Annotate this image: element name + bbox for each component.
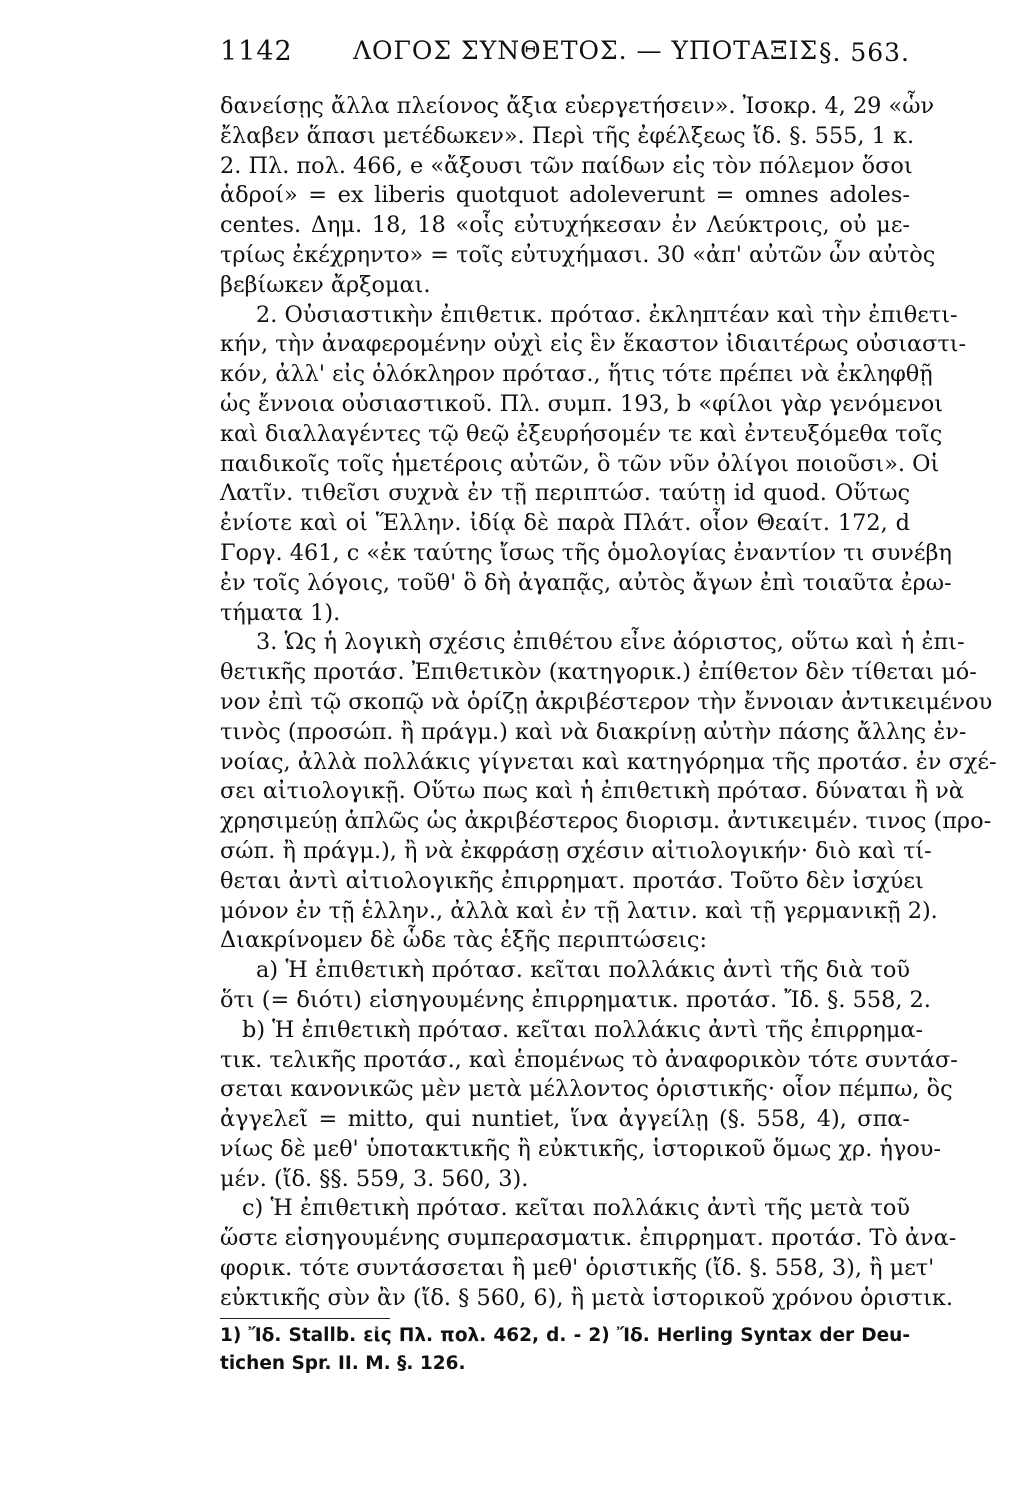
footnotes (220, 1322, 910, 1378)
footnote-line: 1) Ἴδ. Stallb. εἰς Πλ. πολ. 462, d. - 2) Ἴδ. Herling Syntax der Deu- (220, 1325, 910, 1346)
section-reference: §. 563. (818, 38, 910, 67)
text-line: βεβίωκεν ἄρξομαι. (220, 271, 431, 298)
text-line: ἐν τοῖς λόγοις, τοῦθ' ὃ δὴ ἀγαπᾷς, αὐτὸς ἄγων ἐπὶ τοιαῦτα ἐρω- (220, 569, 952, 596)
text-line: θετικῆς προτάσ. Ἐπιθετικὸν (κατηγορικ.) ἐπίθετον δὲν τίθεται μό- (220, 659, 977, 686)
text-line: centes. Δημ. 18, 18 «οἷς εὐτυχήκεσαν ἐν Λεύκτροις, οὐ με- (220, 212, 910, 239)
text-line: ὅτι (= διότι) εἰσηγουμένης ἐπιρρηματικ. προτάσ. Ἴδ. §. 558, 2. (220, 986, 931, 1013)
text-line: ἁδροί» = ex liberis quotquot adoleverunt = omnes adoles- (220, 182, 910, 209)
page-header (220, 30, 910, 80)
text-line: φορικ. τότε συντάσσεται ἢ μεθ' ὁριστικῆς (ἴδ. §. 558, 3), ἢ μετ' (220, 1255, 935, 1282)
case-c-start: c) Ἡ ἐπιθετικὴ πρότασ. κεῖται πολλάκις ἀντὶ τῆς μετὰ τοῦ (242, 1195, 910, 1222)
text-line: δανείσῃς ἄλλα πλείονος ἄξια εὐεργετήσειν». Ἰσοκρ. 4, 29 «ὧν (220, 93, 935, 119)
text-line: νον ἐπὶ τῷ σκοπῷ νὰ ὁρίζῃ ἀκριβέστερον τὴν ἔννοιαν ἀντικειμένου (220, 688, 993, 715)
text-line: νοίας, ἀλλὰ πολλάκις γίγνεται καὶ κατηγόρημα τῆς προτάσ. ἐν σχέ- (220, 748, 997, 775)
text-line: μόνον ἐν τῇ ἑλλην., ἀλλὰ καὶ ἐν τῇ λατιν. καὶ τῇ γερμανικῇ 2). (220, 897, 938, 924)
text-line: νίως δὲ μεθ' ὑποτακτικῆς ἢ εὐκτικῆς, ἱστορικοῦ ὅμως χρ. ἡγου- (220, 1135, 941, 1162)
text-line: ἔλαβεν ἅπασι μετέδωκεν». Περὶ τῆς ἐφέλξεως ἴδ. §. 555, 1 κ. (220, 122, 915, 149)
footnote-line: tichen Spr. II. M. §. 126. (220, 1353, 466, 1374)
paragraph-3-start: 3. Ὡς ἡ λογικὴ σχέσις ἐπιθέτου εἶνε ἀόριστος, οὕτω καὶ ἡ ἐπι- (256, 629, 965, 656)
text-line: χρησιμεύῃ ἁπλῶς ὡς ἀκριβέστερος διορισμ. ἀντικειμέν. τινος (προ- (220, 808, 992, 835)
text-line: ὥστε εἰσηγουμένης συμπερασματικ. ἐπιρρηματ. προτάσ. Τὸ ἀνα- (220, 1225, 957, 1252)
case-b-start: b) Ἡ ἐπιθετικὴ πρότασ. κεῖται πολλάκις ἀντὶ τῆς ἐπιρρημα- (242, 1016, 924, 1043)
text-line: Λατῖν. τιθεῖσι συχνὰ ἐν τῇ περιπτώσ. ταύτῃ id quod. Οὕτως (220, 480, 910, 507)
text-line: τήματα 1). (220, 599, 341, 626)
text-line: σεται κανονικῶς μὲν μετὰ μέλλοντος ὁριστικῆς· οἷον πέμπω, ὃς (220, 1076, 953, 1103)
text-line: Γοργ. 461, c «ἐκ ταύτης ἴσως τῆς ὁμολογίας ἐναντίον τι συνέβη (220, 539, 952, 566)
text-line: ἀγγελεῖ = mitto, qui nuntiet, ἵνα ἀγγείλῃ (§. 558, 4), σπα- (220, 1106, 910, 1133)
text-line: κήν, τὴν ἀναφερομένην οὐχὶ εἰς ἓν ἕκαστον ἰδιαιτέρως οὐσιαστι- (220, 331, 967, 358)
text-line: καὶ διαλλαγέντες τῷ θεῷ ἐξευρήσομέν τε καὶ ἐντευξόμεθα τοῖς (220, 420, 943, 447)
body-text (220, 92, 997, 1314)
text-line: τινὸς (προσώπ. ἢ πράγμ.) καὶ νὰ διακρίνῃ αὐτὴν πάσης ἄλλης ἐν- (220, 718, 967, 745)
text-line: 2. Πλ. πολ. 466, e «ἄξουσι τῶν παίδων εἰς τὸν πόλεμον ὅσοι (220, 152, 913, 179)
footnote-rule (220, 1318, 390, 1319)
text-line: τρίως ἐκέχρηντο» = τοῖς εὐτυχήμασι. 30 «ἀπ' αὐτῶν ὧν αὐτὸς (220, 241, 936, 268)
text-line: τικ. τελικῆς προτάσ., καὶ ἑπομένως τὸ ἀναφορικὸν τότε συντάσ- (220, 1046, 958, 1073)
case-a-start: a) Ἡ ἐπιθετικὴ πρότασ. κεῖται πολλάκις ἀντὶ τῆς διὰ τοῦ (256, 957, 910, 984)
page-number: 1142 (220, 36, 293, 67)
paragraph-2-start: 2. Οὐσιαστικὴν ἐπιθετικ. πρότασ. ἐκληπτέαν καὶ τὴν ἐπιθετι- (256, 301, 958, 328)
text-line: μέν. (ἴδ. §§. 559, 3. 560, 3). (220, 1165, 529, 1192)
text-line: ἐνίοτε καὶ οἱ Ἕλλην. ἰδίᾳ δὲ παρὰ Πλάτ. οἷον Θεαίτ. 172, d (220, 510, 910, 537)
text-line: ὡς ἔννοια οὐσιαστικοῦ. Πλ. συμπ. 193, b «φίλοι γὰρ γενόμενοι (220, 390, 944, 417)
text-line: σει αἰτιολογικῇ. Οὕτω πως καὶ ἡ ἐπιθετικὴ πρότασ. δύναται ἢ νὰ (220, 778, 964, 805)
text-line: εὐκτικῆς σὺν ἂν (ἴδ. § 560, 6), ἢ μετὰ ἱστορικοῦ χρόνου ὁριστικ. (220, 1284, 954, 1311)
text-line: σώπ. ἢ πράγμ.), ἢ νὰ ἐκφράσῃ σχέσιν αἰτιολογικήν· διὸ καὶ τί- (220, 837, 932, 864)
text-line: Διακρίνομεν δὲ ὧδε τὰς ἑξῆς περιπτώσεις: (220, 927, 707, 954)
text-line: κόν, ἀλλ' εἰς ὁλόκληρον πρότασ., ἥτις τότε πρέπει νὰ ἐκληφθῇ (220, 361, 933, 388)
running-title: ΛΟΓΟΣ ΣΥΝΘΕΤΟΣ. — ΥΠΟΤΑΞΙΣ (353, 36, 819, 65)
text-line: παιδικοῖς τοῖς ἡμετέροις αὐτῶν, ὃ τῶν νῦν ὀλίγοι ποιοῦσι». Οἱ (220, 450, 940, 477)
text-line: θεται ἀντὶ αἰτιολογικῆς ἐπιρρηματ. προτάσ. Τοῦτο δὲν ἰσχύει (220, 867, 924, 894)
